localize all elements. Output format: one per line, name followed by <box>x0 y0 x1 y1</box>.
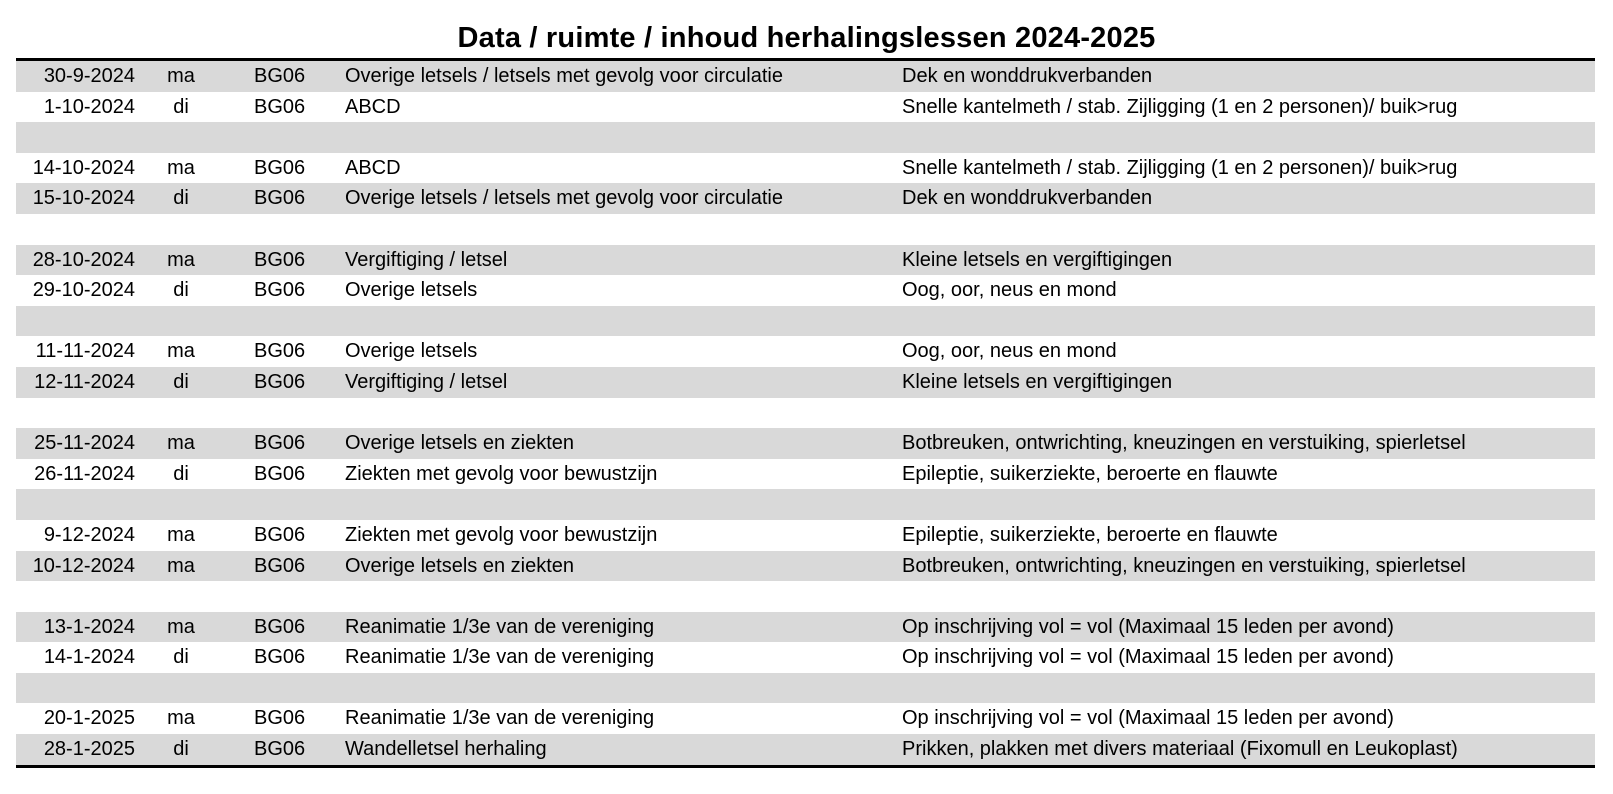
date-cell: 25-11-2024 <box>34 432 135 455</box>
date-cell <box>16 581 135 612</box>
date-cell <box>16 398 135 429</box>
day-cell: di <box>173 370 189 393</box>
day-cell: ma <box>167 248 195 271</box>
topic-cell: Reanimatie 1/3e van de vereniging <box>345 615 655 638</box>
date-cell: 29-10-2024 <box>32 279 135 302</box>
day-cell <box>156 581 206 612</box>
room-cell: BG06 <box>254 248 306 271</box>
room-cell <box>254 122 334 153</box>
day-cell <box>156 673 206 704</box>
date-cell <box>16 673 135 704</box>
room-cell <box>254 398 334 429</box>
topic-cell: Overige letsels en ziekten <box>345 432 575 455</box>
day-cell: di <box>173 279 189 302</box>
topic-cell <box>345 581 885 612</box>
topic-cell <box>345 122 885 153</box>
date-cell: 1-10-2024 <box>43 95 135 118</box>
day-cell <box>156 489 206 520</box>
day-cell: ma <box>167 523 195 546</box>
table-row <box>16 61 1595 92</box>
content-cell: Op inschrijving vol = vol (Maximaal 15 leden per avond) <box>902 646 1394 669</box>
content-cell <box>902 581 1592 612</box>
table-row <box>16 428 1595 459</box>
topic-cell: Overige letsels / letsels met gevolg voor circulatie <box>345 187 783 210</box>
topic-cell: ABCD <box>345 95 401 118</box>
topic-cell: Overige letsels <box>345 279 478 302</box>
content-cell: Kleine letsels en vergiftigingen <box>902 370 1173 393</box>
room-cell <box>254 306 334 337</box>
topic-cell: Overige letsels <box>345 340 478 363</box>
content-cell <box>902 489 1592 520</box>
content-cell: Oog, oor, neus en mond <box>902 279 1117 302</box>
room-cell <box>254 581 334 612</box>
day-cell: ma <box>167 432 195 455</box>
content-cell: Botbreuken, ontwrichting, kneuzingen en verstuiking, spierletsel <box>902 432 1466 455</box>
content-cell: Snelle kantelmeth / stab. Zijligging (1 en 2 personen)/ buik>rug <box>902 156 1458 179</box>
day-cell: di <box>173 187 189 210</box>
date-cell: 15-10-2024 <box>32 187 135 210</box>
topic-cell: Overige letsels en ziekten <box>345 554 575 577</box>
room-cell: BG06 <box>254 523 306 546</box>
date-cell <box>16 122 135 153</box>
table-row <box>16 520 1595 551</box>
day-cell: ma <box>167 156 195 179</box>
topic-cell: Reanimatie 1/3e van de vereniging <box>345 646 655 669</box>
day-cell: di <box>173 738 189 761</box>
day-cell: di <box>173 95 189 118</box>
page-title: Data / ruimte / inhoud herhalingslessen 2024-2025 <box>457 22 1156 54</box>
content-cell: Op inschrijving vol = vol (Maximaal 15 leden per avond) <box>902 615 1394 638</box>
topic-cell: ABCD <box>345 156 401 179</box>
room-cell: BG06 <box>254 279 306 302</box>
date-cell: 26-11-2024 <box>34 462 135 485</box>
table-row <box>16 551 1595 582</box>
table-row <box>16 92 1595 123</box>
room-cell <box>254 214 334 245</box>
room-cell: BG06 <box>254 554 306 577</box>
content-cell <box>902 306 1592 337</box>
date-cell: 14-1-2024 <box>43 646 135 669</box>
date-cell: 28-1-2025 <box>43 738 135 761</box>
room-cell: BG06 <box>254 462 306 485</box>
topic-cell <box>345 673 885 704</box>
day-cell <box>156 306 206 337</box>
day-cell <box>156 122 206 153</box>
content-cell: Kleine letsels en vergiftigingen <box>902 248 1173 271</box>
spacer-row <box>16 214 1595 245</box>
date-cell: 9-12-2024 <box>43 523 135 546</box>
date-cell: 10-12-2024 <box>32 554 135 577</box>
date-cell <box>16 306 135 337</box>
topic-cell: Reanimatie 1/3e van de vereniging <box>345 707 655 730</box>
spacer-row <box>16 581 1595 612</box>
content-cell: Epileptie, suikerziekte, beroerte en flauwte <box>902 523 1278 546</box>
content-cell <box>902 122 1592 153</box>
content-cell: Oog, oor, neus en mond <box>902 340 1117 363</box>
topic-cell: Overige letsels / letsels met gevolg voor circulatie <box>345 65 783 87</box>
topic-cell: Wandelletsel herhaling <box>345 738 547 761</box>
day-cell <box>156 398 206 429</box>
date-cell: 11-11-2024 <box>35 340 135 363</box>
content-cell: Snelle kantelmeth / stab. Zijligging (1 en 2 personen)/ buik>rug <box>902 95 1458 118</box>
topic-cell: Ziekten met gevolg voor bewustzijn <box>345 462 658 485</box>
content-cell: Botbreuken, ontwrichting, kneuzingen en verstuiking, spierletsel <box>902 554 1466 577</box>
content-cell: Dek en wonddrukverbanden <box>902 65 1153 87</box>
room-cell <box>254 489 334 520</box>
table-row <box>16 336 1595 367</box>
spacer-row <box>16 489 1595 520</box>
date-cell: 28-10-2024 <box>32 248 135 271</box>
day-cell: ma <box>167 615 195 638</box>
date-cell <box>16 214 135 245</box>
room-cell: BG06 <box>254 707 306 730</box>
content-cell: Op inschrijving vol = vol (Maximaal 15 leden per avond) <box>902 707 1394 730</box>
topic-cell <box>345 306 885 337</box>
room-cell: BG06 <box>254 432 306 455</box>
room-cell: BG06 <box>254 187 306 210</box>
topic-cell <box>345 214 885 245</box>
room-cell: BG06 <box>254 65 306 87</box>
room-cell: BG06 <box>254 340 306 363</box>
topic-cell: Vergiftiging / letsel <box>345 248 508 271</box>
content-cell <box>902 214 1592 245</box>
spacer-row <box>16 122 1595 153</box>
table-row <box>16 153 1595 184</box>
content-cell <box>902 398 1592 429</box>
table-row <box>16 734 1595 765</box>
table-row <box>16 245 1595 276</box>
topic-cell <box>345 398 885 429</box>
table-row <box>16 612 1595 643</box>
room-cell <box>254 673 334 704</box>
spacer-row <box>16 306 1595 337</box>
content-cell: Dek en wonddrukverbanden <box>902 187 1153 210</box>
day-cell: ma <box>167 554 195 577</box>
date-cell: 30-9-2024 <box>43 65 135 87</box>
room-cell: BG06 <box>254 738 306 761</box>
spacer-row <box>16 398 1595 429</box>
table-row <box>16 459 1595 490</box>
room-cell: BG06 <box>254 95 306 118</box>
date-cell: 14-10-2024 <box>32 156 135 179</box>
content-cell <box>902 673 1592 704</box>
topic-cell <box>345 489 885 520</box>
date-cell: 13-1-2024 <box>43 615 135 638</box>
date-cell <box>16 489 135 520</box>
table-row <box>16 275 1595 306</box>
date-cell: 20-1-2025 <box>43 707 135 730</box>
table-row <box>16 703 1595 734</box>
table-row <box>16 183 1595 214</box>
room-cell: BG06 <box>254 156 306 179</box>
day-cell <box>156 214 206 245</box>
date-cell: 12-11-2024 <box>34 370 135 393</box>
day-cell: ma <box>167 65 195 87</box>
table-row <box>16 367 1595 398</box>
room-cell: BG06 <box>254 646 306 669</box>
day-cell: ma <box>167 340 195 363</box>
topic-cell: Vergiftiging / letsel <box>345 370 508 393</box>
content-cell: Prikken, plakken met divers materiaal (Fixomull en Leukoplast) <box>902 738 1458 761</box>
room-cell: BG06 <box>254 615 306 638</box>
schedule-table <box>16 58 1595 768</box>
day-cell: ma <box>167 707 195 730</box>
topic-cell: Ziekten met gevolg voor bewustzijn <box>345 523 658 546</box>
day-cell: di <box>173 646 189 669</box>
spacer-row <box>16 673 1595 704</box>
table-row <box>16 642 1595 673</box>
day-cell: di <box>173 462 189 485</box>
room-cell: BG06 <box>254 370 306 393</box>
content-cell: Epileptie, suikerziekte, beroerte en flauwte <box>902 462 1278 485</box>
